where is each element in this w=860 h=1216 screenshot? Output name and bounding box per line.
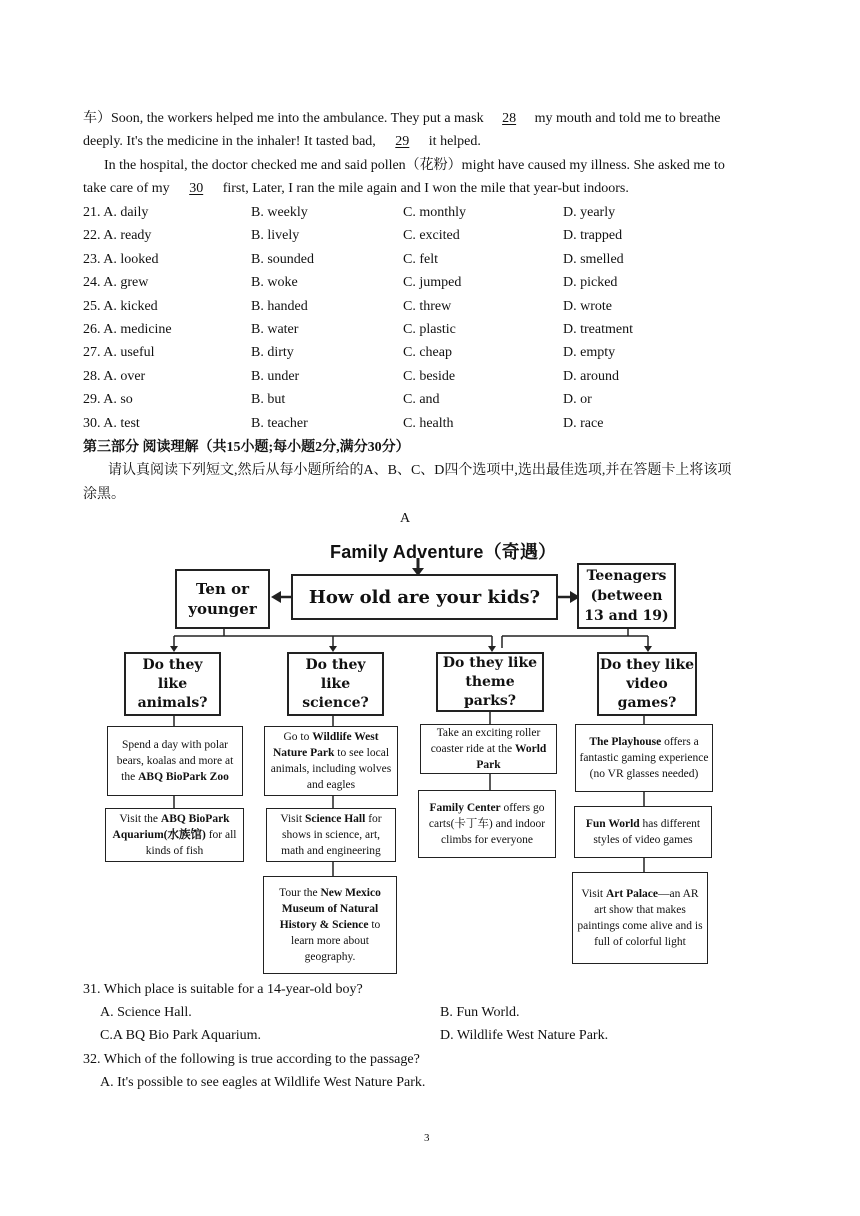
box-center-question: How old are your kids? — [291, 574, 558, 620]
question-31: 31. Which place is suitable for a 14-year-old boy? — [83, 982, 363, 997]
option-c: C. felt — [403, 251, 438, 267]
box-question-science: Do they like science? — [287, 652, 384, 716]
passage-text: first, Later, I ran the mile again and I won the mile that year-but indoors. — [222, 181, 629, 196]
info-text: to see local animals, including wolves and eagles — [270, 747, 392, 791]
info-place-name: ABQ BioPark Zoo — [138, 771, 229, 783]
page-number: 3 — [424, 1132, 430, 1144]
info-place-name: Science Hall — [304, 813, 366, 825]
question-31-option-d: D. Wildlife West Nature Park. — [440, 1028, 609, 1043]
option-d: D. smelled — [563, 251, 624, 267]
option-row — [83, 321, 783, 341]
passage-text: take care of my — [83, 181, 174, 196]
option-a: 25. A. kicked — [83, 298, 158, 314]
option-d: D. or — [563, 392, 592, 408]
blank-28: 28 — [502, 111, 517, 126]
info-text: Spend a day with polar bears, koalas and more at the — [116, 739, 234, 783]
info-abq-aquarium — [105, 808, 244, 862]
info-place-name: Family Center — [429, 802, 501, 814]
option-d: D. race — [563, 415, 604, 431]
info-place-name: The Playhouse — [589, 736, 662, 748]
info-family-center — [418, 790, 556, 858]
option-a: 27. A. useful — [83, 345, 155, 361]
passage-line-2 — [83, 133, 481, 151]
option-b: B. water — [251, 322, 299, 337]
info-place-name: Art Palace — [605, 888, 659, 900]
info-text: Go to — [283, 731, 313, 743]
option-d: D. trapped — [563, 228, 623, 244]
option-b: B. lively — [251, 228, 300, 244]
blank-29: 29 — [395, 134, 410, 149]
info-science-hall — [266, 808, 396, 862]
box-question-video-games: Do they like video games? — [597, 652, 697, 716]
option-a: 21. A. daily — [83, 205, 149, 220]
info-text: Take an exciting roller coaster ride at the — [430, 727, 541, 755]
option-c: C. beside — [403, 368, 456, 384]
option-b: B. handed — [251, 298, 308, 314]
option-b: B. under — [251, 368, 300, 384]
option-c: C. plastic — [403, 322, 456, 337]
passage-text: it helped. — [428, 134, 481, 149]
passage-text: deeply. It's the medicine in the inhaler! It tasted bad, — [83, 134, 380, 149]
info-art-palace — [572, 872, 708, 964]
question-31-option-b: B. Fun World. — [440, 1005, 520, 1020]
option-c: C. excited — [403, 228, 460, 244]
info-text: for all kinds of fish — [145, 829, 237, 857]
option-d: D. around — [563, 368, 619, 384]
box-question-animals: Do they like animals? — [124, 652, 221, 716]
option-row — [83, 274, 783, 294]
option-a: 26. A. medicine — [83, 322, 172, 337]
info-place-name: Wildlife West Nature Park — [272, 731, 379, 759]
option-row — [83, 251, 783, 271]
option-a: 22. A. ready — [83, 228, 152, 244]
info-new-mexico-museum — [263, 876, 397, 974]
option-d: D. treatment — [563, 322, 633, 337]
option-b: B. dirty — [251, 345, 294, 361]
option-row — [83, 227, 783, 247]
option-c: C. threw — [403, 298, 452, 314]
info-place-name: ABQ BioPark Aquarium(水族馆) — [112, 813, 230, 841]
box-ten-or-younger: Ten or younger — [175, 569, 270, 629]
option-a: 30. A. test — [83, 415, 140, 431]
question-32-option-a: A. It's possible to see eagles at Wildlife West Nature Park. — [100, 1075, 426, 1090]
section-heading: 第三部分 阅读理解（共15小题;每小题2分,满分30分） — [83, 440, 410, 455]
option-row — [83, 204, 783, 224]
option-c: C. monthly — [403, 205, 467, 220]
option-row — [83, 298, 783, 318]
passage-text: 车）Soon, the workers helped me into the ambulance. They put a mask — [83, 111, 488, 126]
info-wildlife-west — [264, 726, 398, 796]
passage-label: A — [400, 511, 411, 526]
option-a: 28. A. over — [83, 368, 146, 384]
info-world-park — [420, 724, 557, 774]
info-fun-world — [574, 806, 712, 858]
blank-30: 30 — [189, 181, 204, 196]
option-b: B. but — [251, 392, 286, 408]
passage-line-1 — [83, 110, 720, 128]
option-row — [83, 344, 783, 364]
info-text: —an AR art show that makes paintings come alive and is full of colorful light — [577, 888, 703, 948]
info-text: offers a fantastic gaming experience (no VR glasses needed) — [579, 736, 709, 780]
box-question-theme-parks: Do they like theme parks? — [436, 652, 544, 712]
info-text: Tour the — [279, 887, 321, 899]
instruction-line-2: 涂黑。 — [83, 487, 125, 502]
option-d: D. wrote — [563, 298, 612, 314]
option-c: C. and — [403, 392, 440, 408]
info-place-name: World Park — [476, 743, 547, 771]
instruction-line-1: 请认真阅读下列短文,然后从每小题所给的A、B、C、D四个选项中,选出最佳选项,并在答题卡上将该项 — [108, 463, 732, 478]
info-text: Visit the — [119, 813, 161, 825]
info-abq-zoo — [107, 726, 243, 796]
option-a: 29. A. so — [83, 392, 133, 408]
option-row — [83, 368, 783, 388]
question-31-option-c: C.A BQ Bio Park Aquarium. — [100, 1028, 262, 1043]
info-text: Visit — [280, 813, 305, 825]
info-text: for shows in science, art, math and engineering — [281, 813, 382, 857]
option-a: 24. A. grew — [83, 275, 149, 291]
info-playhouse — [575, 724, 713, 792]
option-b: B. sounded — [251, 251, 314, 267]
option-a: 23. A. looked — [83, 251, 159, 267]
option-d: D. empty — [563, 345, 616, 361]
question-31-option-a: A. Science Hall. — [100, 1005, 192, 1020]
info-place-name: Fun World — [585, 818, 640, 830]
passage-line-4 — [83, 180, 629, 198]
option-c: C. cheap — [403, 345, 452, 361]
option-c: C. health — [403, 415, 454, 431]
passage-line-3: In the hospital, the doctor checked me and said pollen（花粉）might have caused my illness. She asked me to — [104, 158, 725, 173]
diagram-title: Family Adventure（奇遇） — [330, 542, 557, 562]
option-b: B. woke — [251, 275, 298, 291]
info-text: offers go carts(卡丁车) and indoor climbs for everyone — [428, 802, 546, 846]
info-place-name: New Mexico Museum of Natural History & Science — [279, 887, 381, 931]
info-text: Visit — [581, 888, 606, 900]
option-b: B. teacher — [251, 415, 308, 431]
option-d: D. yearly — [563, 205, 616, 220]
info-text: to learn more about geography. — [291, 919, 381, 963]
option-row — [83, 391, 783, 411]
info-text: has different styles of video games — [593, 818, 701, 846]
box-teenagers: Teenagers (between 13 and 19) — [577, 563, 676, 629]
option-b: B. weekly — [251, 205, 308, 220]
option-c: C. jumped — [403, 275, 462, 291]
passage-text: my mouth and told me to breathe — [534, 111, 721, 126]
option-d: D. picked — [563, 275, 618, 291]
question-32: 32. Which of the following is true according to the passage? — [83, 1052, 420, 1067]
option-row — [83, 415, 783, 435]
